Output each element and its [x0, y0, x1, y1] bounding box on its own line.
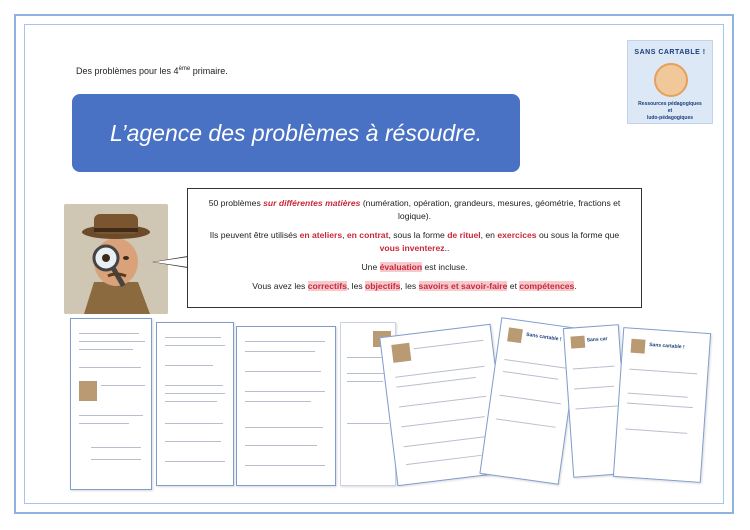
logo-photo-icon	[654, 63, 688, 97]
title-banner	[72, 94, 520, 172]
logo-brand-text: SANS CARTABLE !	[634, 49, 706, 56]
info-paragraph-4: Vous avez les correctifs, les objectifs, les savoirs et savoir-faire et compétences.	[252, 281, 577, 291]
page-title: L’agence des problèmes à résoudre.	[109, 119, 483, 146]
info-box	[187, 188, 642, 308]
preview-sheet-8	[613, 327, 711, 483]
preview-sheet-6-label: Sans cartable !	[525, 331, 562, 343]
preview-sheet-2	[156, 322, 234, 486]
page-subtitle: Des problèmes pour les 4ème primaire.	[76, 66, 228, 76]
info-paragraph-3: Une évaluation est incluse.	[361, 262, 468, 272]
preview-sheet-7-label: Sans car	[586, 336, 608, 344]
info-paragraph-1: 50 problèmes sur différentes matières (numération, opération, grandeurs, mesures, géométrie, fractions et logique).	[208, 198, 621, 221]
logo-line-1: Ressources pédagogiques	[638, 101, 702, 107]
info-paragraph-2: Ils peuvent être utilisés en ateliers, en contrat, sous la forme de rituel, en exercices ou sous la forme que vous inventerez..	[209, 230, 620, 253]
sans-cartable-logo	[627, 40, 713, 124]
logo-line-3: ludo-pédagogiques	[646, 115, 694, 121]
preview-sheet-8-label: Sans cartable !	[648, 341, 685, 351]
preview-sheet-1	[70, 318, 152, 490]
preview-sheet-3	[236, 326, 336, 486]
logo-line-2: et	[667, 108, 673, 114]
speech-pointer-fill	[154, 257, 188, 267]
